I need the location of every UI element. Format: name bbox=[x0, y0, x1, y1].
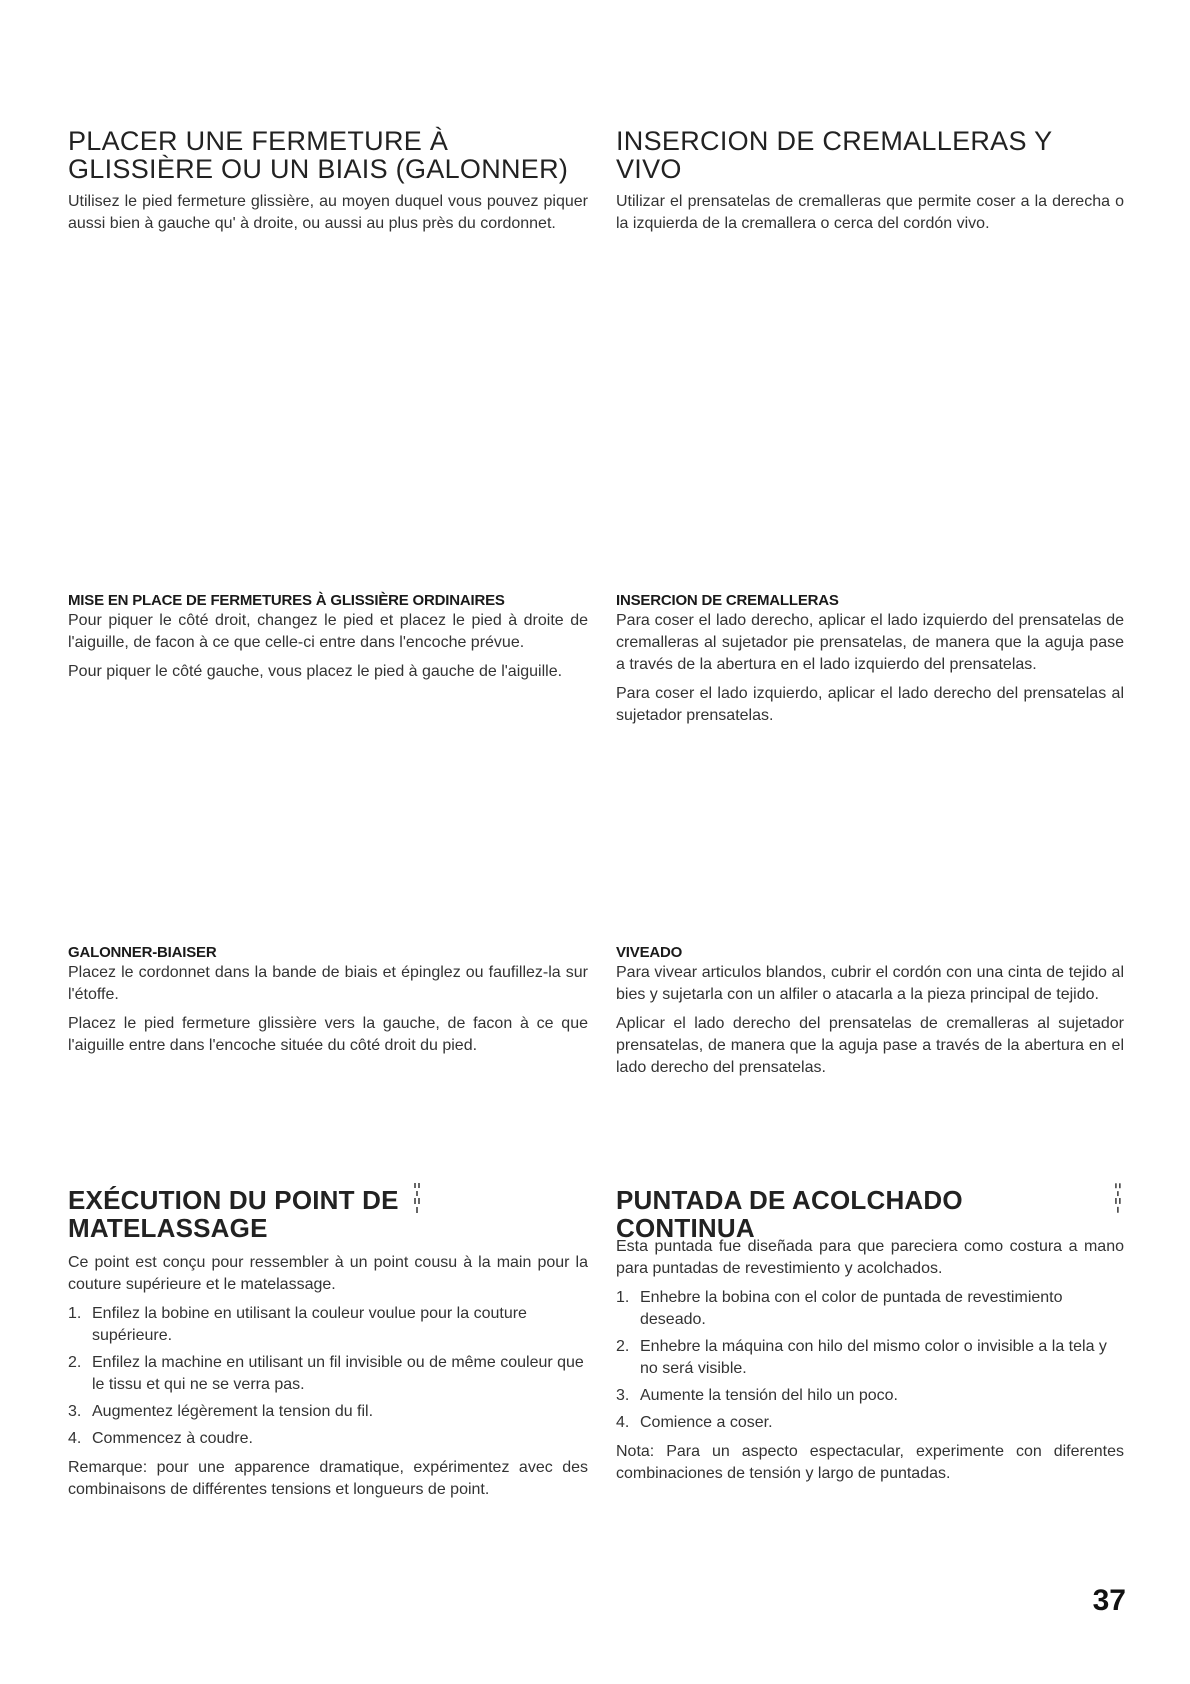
fr-galonner-p2: Placez le pied fermeture glissière vers la gauche, de facon à ce que l'aiguille entre dans l'encoche située du côté droit du pied. bbox=[68, 1015, 588, 1054]
es-zip-section bbox=[616, 127, 1124, 242]
fr-galonner-section bbox=[68, 944, 588, 1064]
es-viveado-p2: Aplicar el lado derecho del prensatelas de cremalleras al sujetador prensatelas, de manera que la aguja pase a través de la abertura en el lado derecho del prensatelas. bbox=[616, 1015, 1124, 1076]
es-acolchado-intro: Esta puntada fue diseñada para que pareciera como costura a mano para puntadas de revestimiento y acolchados. bbox=[616, 1238, 1124, 1277]
fr-mise-heading: MISE EN PLACE DE FERMETURES À GLISSIÈRE ORDINAIRES bbox=[68, 592, 505, 609]
list-item: 2. Enhebre la máquina con hilo del mismo color o invisible a la tela y no será visible. bbox=[616, 1338, 1107, 1377]
list-item: 3. Aumente la tensión del hilo un poco. bbox=[616, 1387, 898, 1404]
fr-zip-intro: Utilisez le pied fermeture glissière, au moyen duquel vous pouvez piquer aussi bien à gauche qu' à droite, ou aussi au plus près du cordonnet. bbox=[68, 193, 588, 232]
es-acolchado-steps bbox=[616, 1287, 1124, 1434]
fr-matelassage-title-line1: EXÉCUTION DU POINT DE bbox=[68, 1185, 399, 1215]
fr-matelassage-steps bbox=[68, 1303, 588, 1450]
fr-zip-section bbox=[68, 127, 588, 242]
es-zip-intro: Utilizar el prensatelas de cremalleras que permite coser a la derecha o la izquierda de la cremallera o cerca del cordón vivo. bbox=[616, 193, 1124, 232]
fr-mise-p2: Pour piquer le côté gauche, vous placez le pied à gauche de l'aiguille. bbox=[68, 663, 563, 680]
es-acolchado-title-text: PUNTADA DE ACOLCHADO CONTINUA bbox=[616, 1185, 963, 1243]
fr-zip-title-line1: PLACER UNE FERMETURE À bbox=[68, 126, 449, 156]
es-acolchado-section bbox=[616, 1186, 1124, 1492]
fr-matelassage-section bbox=[68, 1186, 588, 1508]
es-acolchado-title bbox=[616, 1186, 1124, 1242]
list-item: 4. Comience a coser. bbox=[616, 1414, 773, 1431]
es-insercion-p2: Para coser el lado izquierdo, aplicar el lado derecho del prensatelas al sujetador prensatelas. bbox=[616, 685, 1124, 724]
es-insercion-section bbox=[616, 592, 1124, 734]
list-item: 1. Enfilez la bobine en utilisant la couleur voulue pour la couture supérieure. bbox=[68, 1305, 527, 1344]
list-item: 2. Enfilez la machine en utilisant un fil invisible ou de même couleur que le tissu et qui ne se verra pas. bbox=[68, 1354, 584, 1393]
es-insercion-heading: INSERCION DE CREMALLERAS bbox=[616, 592, 839, 609]
fr-mise-p1: Pour piquer le côté droit, changez le pied et placez le pied à droite de l'aiguille, de facon à ce que celle-ci entre dans l'encoche prévue. bbox=[68, 612, 588, 651]
list-item: 3. Augmentez légèrement la tension du fil. bbox=[68, 1403, 374, 1420]
fr-matelassage-note: Remarque: pour une apparence dramatique, expérimentez avec des combinaisons de différentes tensions et longueurs de point. bbox=[68, 1459, 588, 1498]
fr-galonner-heading: GALONNER-BIAISER bbox=[68, 944, 217, 961]
fr-matelassage-title bbox=[68, 1186, 588, 1242]
fr-galonner-p1: Placez le cordonnet dans la bande de biais et épinglez ou faufillez-la sur l'étoffe. bbox=[68, 964, 588, 1003]
es-zip-title: INSERCION DE CREMALLERAS Y VIVO bbox=[616, 126, 1052, 184]
fr-mise-section bbox=[68, 592, 588, 690]
list-item: 4. Commencez à coudre. bbox=[68, 1430, 253, 1447]
es-insercion-p1: Para coser el lado derecho, aplicar el lado izquierdo del prensatelas de cremalleras al sujetador pie prensatelas, de manera que la aguja pase a través de la abertura en el lado izquierdo del prensatelas. bbox=[616, 612, 1124, 673]
es-viveado-p1: Para vivear articulos blandos, cubrir el cordón con una cinta de tejido al bies y sujetarla con un alfiler o atacarla a la pieza principal de tejido. bbox=[616, 964, 1124, 1003]
es-viveado-section bbox=[616, 944, 1124, 1086]
quilting-stitch-icon bbox=[411, 1182, 423, 1216]
page-number: 37 bbox=[1092, 1584, 1126, 1617]
es-viveado-heading: VIVEADO bbox=[616, 944, 683, 961]
es-acolchado-note: Nota: Para un aspecto espectacular, experimente con diferentes combinaciones de tensión y largo de puntadas. bbox=[616, 1443, 1124, 1482]
fr-matelassage-intro: Ce point est conçu pour ressembler à un point cousu à la main pour la couture supérieure et le matelassage. bbox=[68, 1254, 588, 1293]
fr-zip-title-line2: GLISSIÈRE OU UN BIAIS (GALONNER) bbox=[68, 154, 569, 184]
quilting-stitch-icon bbox=[1112, 1182, 1124, 1216]
fr-zip-title bbox=[68, 127, 588, 183]
fr-matelassage-title-line2: MATELASSAGE bbox=[68, 1213, 268, 1243]
list-item: 1. Enhebre la bobina con el color de puntada de revestimiento deseado. bbox=[616, 1289, 1063, 1328]
